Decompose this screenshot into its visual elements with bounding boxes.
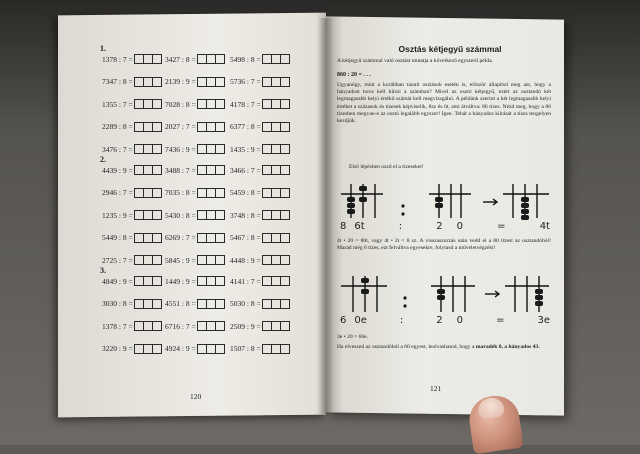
answer-box	[152, 54, 162, 64]
division-exercise	[230, 276, 289, 286]
answer-boxes	[262, 165, 290, 175]
answer-boxes	[197, 77, 225, 87]
answer-boxes	[134, 144, 162, 154]
division-exercise	[165, 255, 224, 265]
answer-box	[280, 344, 290, 354]
exercise-text: 1435 : 9 =	[230, 144, 261, 154]
operator-label: :	[398, 221, 403, 232]
exercise-text: 3488 : 7 =	[165, 165, 196, 175]
answer-boxes	[134, 188, 162, 198]
answer-boxes	[197, 144, 225, 154]
answer-box	[152, 77, 162, 87]
division-exercise	[230, 144, 289, 154]
result-label: 4t	[539, 221, 550, 232]
exercise-text: 3427 : 8 =	[165, 54, 196, 64]
exercise-text: 4849 : 9 =	[102, 276, 133, 286]
division-exercise	[102, 54, 161, 64]
answer-box	[215, 144, 225, 154]
answer-box	[280, 210, 290, 220]
answer-box	[152, 165, 162, 175]
exercise-text: 5467 : 8 =	[230, 233, 261, 243]
answer-boxes	[134, 54, 162, 64]
answer-box	[215, 77, 225, 87]
conclusion-result: maradék 0, a hányados 43.	[475, 344, 540, 350]
answer-box	[215, 210, 225, 220]
exercise-text: 2289 : 8 =	[102, 122, 133, 132]
section-number: 2.	[100, 155, 106, 164]
digit-label: 0	[456, 221, 464, 232]
answer-boxes	[197, 233, 225, 243]
exercise-text: 4551 : 8 =	[165, 299, 196, 309]
division-exercise	[102, 233, 161, 243]
division-exercise	[102, 210, 161, 220]
answer-boxes	[262, 276, 290, 286]
digit-label: 6t	[354, 221, 365, 232]
division-exercise	[165, 233, 224, 243]
division-exercise	[102, 144, 161, 154]
abacus-labels-2	[340, 315, 550, 326]
answer-boxes	[197, 344, 225, 354]
answer-box	[280, 144, 290, 154]
exercise-text: 6716 : 7 =	[165, 321, 196, 331]
division-exercise	[230, 321, 289, 331]
answer-box	[215, 122, 225, 132]
answer-boxes	[262, 233, 290, 243]
answer-boxes	[197, 276, 225, 286]
division-exercise	[165, 344, 224, 354]
exercise-text: 4141 : 7 =	[230, 276, 261, 286]
answer-boxes	[134, 255, 162, 265]
answer-boxes	[197, 122, 225, 132]
answer-boxes	[262, 344, 290, 354]
exercise-text: 2509 : 9 =	[230, 321, 261, 331]
answer-boxes	[134, 122, 162, 132]
exercise-text: 2725 : 7 =	[102, 255, 133, 265]
exercise-text: 5498 : 8 =	[230, 54, 261, 64]
exercise-text: 3030 : 8 =	[102, 299, 133, 309]
answer-box	[215, 321, 225, 331]
answer-boxes	[197, 321, 225, 331]
answer-box	[152, 321, 162, 331]
answer-box	[215, 344, 225, 354]
answer-box	[215, 255, 225, 265]
division-exercise	[230, 188, 289, 198]
answer-box	[152, 255, 162, 265]
intro-text: A kétjegyű számmal való osztást mutatja a következő egyszerű példa.	[337, 58, 493, 64]
example-expression: 860 : 20 = . . .	[337, 72, 371, 78]
exercise-text: 1235 : 9 =	[102, 210, 133, 220]
answer-box	[152, 210, 162, 220]
answer-boxes	[134, 276, 162, 286]
digit-label: 2	[436, 221, 443, 232]
division-exercise	[165, 165, 224, 175]
answer-box	[215, 54, 225, 64]
answer-box	[215, 99, 225, 109]
answer-boxes	[197, 54, 225, 64]
exercise-text: 2139 : 9 =	[165, 77, 196, 87]
result-label: 3e	[537, 315, 550, 326]
division-exercise	[230, 122, 289, 132]
exercise-text: 4439 : 9 =	[102, 165, 133, 175]
division-exercise	[165, 188, 224, 198]
division-exercise	[102, 276, 161, 286]
conclusion-text	[337, 344, 551, 351]
section-number: 1.	[100, 44, 106, 53]
digit-label: 8	[340, 221, 347, 232]
exercise-text: 4448 : 9 =	[230, 255, 261, 265]
abacus-labels-1	[340, 221, 550, 232]
answer-boxes	[197, 255, 225, 265]
exercise-text: 6377 : 8 =	[230, 122, 261, 132]
exercise-text: 5449 : 8 =	[102, 233, 133, 243]
exercise-text: 3476 : 7 =	[102, 144, 133, 154]
division-exercise	[102, 255, 161, 265]
explanation-paragraph: Ugyanúgy, mint a korábban tanult osztások esetén is, először állapítsd meg azt, hogy a hányadost hova kell kiírni a számban? Mivel az osztó kétjegyű, ezért az osztandó két legmagasabb helyi értékű számát kell megvizsgálni. A példánk szerint a két legmagasabb helyi értéket a százasok és tízesek képviselik, 8sz és 6t, ami átváltva: 86 tízes. Nézd meg, hogy a 86 tízesben megvan-e az osztó legalább egyszer! Igen. Tehát a hányados kiírását a tízes tengelyen kezdjük.	[337, 82, 551, 125]
exercise-text: 1355 : 7 =	[102, 99, 133, 109]
exercise-text: 5736 : 7 =	[230, 77, 261, 87]
answer-box	[280, 188, 290, 198]
section-number: 3.	[100, 266, 106, 275]
answer-boxes	[134, 299, 162, 309]
exercise-text: 1449 : 9 =	[165, 276, 196, 286]
operator-label: =	[496, 315, 505, 326]
answer-boxes	[262, 188, 290, 198]
digit-label: 0	[456, 315, 464, 326]
answer-boxes	[262, 77, 290, 87]
page-title: Osztás kétjegyű számmal	[398, 44, 502, 54]
answer-boxes	[134, 99, 162, 109]
answer-boxes	[134, 344, 162, 354]
answer-boxes	[262, 321, 290, 331]
answer-box	[215, 188, 225, 198]
exercise-text: 5430 : 8 =	[165, 210, 196, 220]
answer-box	[152, 299, 162, 309]
answer-boxes	[262, 210, 290, 220]
answer-boxes	[197, 188, 225, 198]
answer-boxes	[134, 233, 162, 243]
division-exercise	[230, 299, 289, 309]
exercise-text: 7028 : 8 =	[165, 99, 196, 109]
exercise-text: 3748 : 8 =	[230, 210, 261, 220]
exercise-text: 3466 : 7 =	[230, 165, 261, 175]
exercise-text: 4178 : 7 =	[230, 99, 261, 109]
exercise-text: 5030 : 8 =	[230, 299, 261, 309]
answer-boxes	[134, 210, 162, 220]
digit-label: 6	[340, 315, 347, 326]
division-exercise	[230, 77, 289, 87]
answer-box	[280, 321, 290, 331]
division-exercise	[165, 54, 224, 64]
exercise-text: 1378 : 7 =	[102, 54, 133, 64]
answer-box	[280, 276, 290, 286]
page-number-left: 120	[190, 392, 202, 401]
answer-box	[152, 344, 162, 354]
answer-box	[280, 77, 290, 87]
answer-box	[280, 99, 290, 109]
exercise-text: 2946 : 7 =	[102, 188, 133, 198]
answer-box	[152, 99, 162, 109]
answer-boxes	[262, 144, 290, 154]
operator-label: :	[399, 315, 404, 326]
answer-boxes	[197, 165, 225, 175]
answer-box	[280, 233, 290, 243]
exercise-text: 6269 : 7 =	[165, 233, 196, 243]
exercise-text: 2027 : 7 =	[165, 122, 196, 132]
exercise-text: 7436 : 9 =	[165, 144, 196, 154]
division-exercise	[102, 299, 161, 309]
division-exercise	[165, 276, 224, 286]
division-exercise	[165, 321, 224, 331]
check-text: 3e • 20 = 60e.	[337, 334, 369, 340]
book-gutter	[318, 18, 334, 414]
division-exercise	[102, 344, 161, 354]
answer-box	[152, 144, 162, 154]
division-exercise	[230, 210, 289, 220]
division-exercise	[165, 122, 224, 132]
answer-box	[280, 255, 290, 265]
division-exercise	[165, 99, 224, 109]
division-exercise	[165, 144, 224, 154]
answer-boxes	[197, 299, 225, 309]
division-exercise	[165, 210, 224, 220]
answer-boxes	[262, 299, 290, 309]
answer-boxes	[134, 77, 162, 87]
division-exercise	[102, 188, 161, 198]
division-exercise	[230, 99, 289, 109]
division-exercise	[102, 122, 161, 132]
exercise-text: 7347 : 8 =	[102, 77, 133, 87]
division-exercise	[165, 77, 224, 87]
answer-box	[152, 122, 162, 132]
answer-boxes	[134, 321, 162, 331]
answer-box	[280, 54, 290, 64]
answer-boxes	[262, 54, 290, 64]
answer-boxes	[134, 165, 162, 175]
answer-box	[152, 233, 162, 243]
exercise-text: 5459 : 8 =	[230, 188, 261, 198]
answer-box	[215, 299, 225, 309]
exercise-text: 4924 : 9 =	[165, 344, 196, 354]
page-number-right: 121	[430, 384, 442, 393]
answer-boxes	[262, 255, 290, 265]
division-exercise	[165, 299, 224, 309]
division-exercise	[230, 255, 289, 265]
exercise-text: 5845 : 9 =	[165, 255, 196, 265]
division-exercise	[230, 54, 289, 64]
answer-box	[280, 165, 290, 175]
answer-box	[280, 122, 290, 132]
answer-box	[215, 276, 225, 286]
step-explanation: 4t • 20 = 80t, vagy 4t • 2t = 8 sz. A visszaszorzás után vedd el a 80 tízest az osztandóból! Marad még 6 tízes, ezt felváltva egyesekre, folytasd a műveletvégzést!	[337, 238, 551, 252]
answer-box	[215, 165, 225, 175]
step-instruction: Első lépésben oszd el a tízeseket!	[349, 164, 424, 170]
operator-label: =	[497, 221, 506, 232]
answer-boxes	[262, 99, 290, 109]
division-exercise	[102, 77, 161, 87]
digit-label: 2	[436, 315, 443, 326]
division-exercise	[230, 165, 289, 175]
answer-box	[152, 276, 162, 286]
division-exercise	[102, 99, 161, 109]
answer-boxes	[197, 99, 225, 109]
exercise-text: 1507 : 8 =	[230, 344, 261, 354]
division-exercise	[230, 344, 289, 354]
division-exercise	[230, 233, 289, 243]
answer-box	[215, 233, 225, 243]
exercise-text: 3220 : 9 =	[102, 344, 133, 354]
division-exercise	[102, 321, 161, 331]
division-exercise	[102, 165, 161, 175]
exercise-text: 1378 : 7 =	[102, 321, 133, 331]
digit-label: 0e	[354, 315, 367, 326]
answer-box	[152, 188, 162, 198]
answer-boxes	[197, 210, 225, 220]
answer-boxes	[262, 122, 290, 132]
answer-box	[280, 299, 290, 309]
conclusion-text-start: Ha elveszed az osztandóból a 60 egyest, leolvashatod, hogy a	[337, 344, 476, 350]
exercise-text: 7035 : 8 =	[165, 188, 196, 198]
